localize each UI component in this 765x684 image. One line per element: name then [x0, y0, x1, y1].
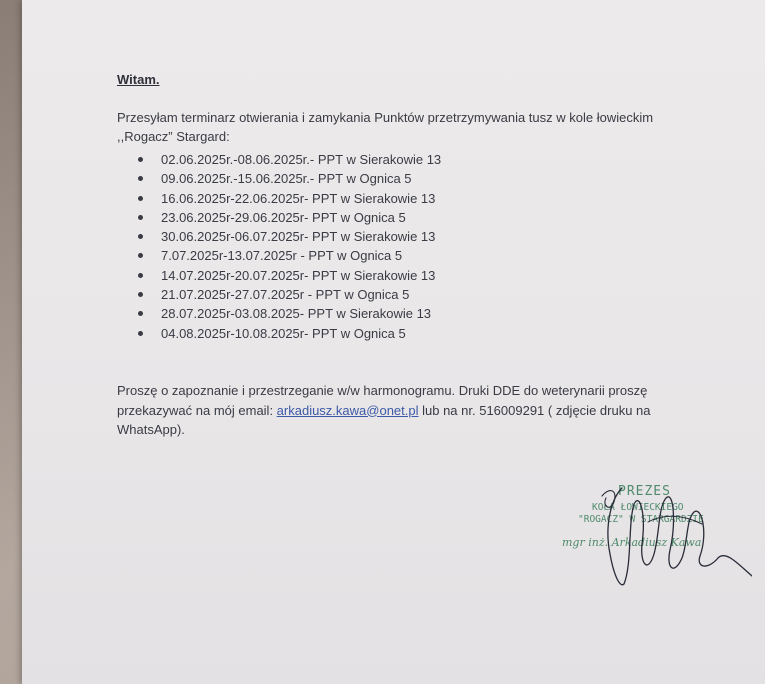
- bullet-icon: [138, 253, 143, 258]
- schedule-item-text: 02.06.2025r.-08.06.2025r.- PPT w Sierakowie 13: [161, 152, 442, 167]
- closing-text: przekazywać na mój email:: [117, 402, 277, 418]
- bullet-icon: [138, 196, 143, 201]
- schedule-item: [137, 324, 441, 343]
- schedule-item: [137, 227, 441, 246]
- schedule-item-text: 16.06.2025r-22.06.2025r- PPT w Sierakowie 13: [161, 190, 436, 206]
- bullet-icon: [138, 176, 143, 181]
- stamp-name: mgr inż. Arkadiusz Kawa: [562, 536, 702, 549]
- bullet-icon: [138, 157, 143, 162]
- schedule-item-text: 30.06.2025r-06.07.2025r- PPT w Sierakowie 13: [161, 229, 436, 245]
- schedule-item: [137, 246, 441, 265]
- schedule-item: [137, 304, 441, 323]
- schedule-item: [137, 169, 441, 188]
- schedule-item-text: 28.07.2025r-03.08.2025- PPT w Sierakowie 13: [161, 306, 432, 322]
- schedule-item: [137, 208, 441, 227]
- schedule-item-text: 14.07.2025r-20.07.2025r- PPT w Sierakowie 13: [161, 267, 436, 283]
- closing-line-2: [117, 401, 677, 421]
- bullet-icon: [138, 311, 143, 316]
- bullet-icon: [138, 292, 143, 297]
- schedule-item: [137, 150, 441, 169]
- bullet-icon: [138, 234, 143, 239]
- stamp-org-line-2: "ROGACZ" W STARGARDZIE: [578, 514, 704, 525]
- schedule-list: [137, 150, 441, 343]
- schedule-item: [137, 285, 441, 304]
- closing-paragraph: [117, 381, 677, 440]
- schedule-item: [137, 189, 441, 208]
- schedule-item: [137, 266, 441, 285]
- schedule-item-text: 23.06.2025r-29.06.2025r- PPT w Ognica 5: [161, 209, 406, 225]
- handwritten-signature: [562, 484, 752, 594]
- official-stamp: [562, 484, 752, 594]
- greeting: Witam.: [117, 72, 160, 87]
- bullet-icon: [138, 273, 143, 278]
- schedule-item-text: 7.07.2025r-13.07.2025r - PPT w Ognica 5: [161, 248, 403, 264]
- closing-text: lub na nr. 516009291 ( zdjęcie druku na: [418, 402, 651, 418]
- schedule-item-text: 21.07.2025r-27.07.2025r - PPT w Ognica 5: [161, 287, 410, 303]
- intro-line-1: Przesyłam terminarz otwierania i zamykania Punktów przetrzymywania tusz w kole łowieckim: [117, 110, 654, 125]
- closing-line-1: Proszę o zapoznanie i przestrzeganie w/w harmonogramu. Druki DDE do weterynarii proszę: [117, 383, 648, 398]
- schedule-item-text: 04.08.2025r-10.08.2025r- PPT w Ognica 5: [161, 325, 406, 341]
- schedule-item-text: 09.06.2025r.-15.06.2025r.- PPT w Ognica 5: [161, 171, 412, 187]
- bullet-icon: [138, 331, 143, 336]
- intro-line-2: ,,Rogacz” Stargard:: [117, 129, 230, 144]
- intro-paragraph: [117, 108, 677, 146]
- stamp-title: PREZES: [618, 484, 671, 499]
- stamp-org-line-1: KOŁA ŁOWIECKIEGO: [592, 502, 684, 513]
- letter-page: [22, 0, 765, 684]
- bullet-icon: [138, 215, 143, 220]
- closing-line-3: WhatsApp).: [117, 422, 185, 437]
- email-link[interactable]: arkadiusz.kawa@onet.pl: [276, 402, 419, 418]
